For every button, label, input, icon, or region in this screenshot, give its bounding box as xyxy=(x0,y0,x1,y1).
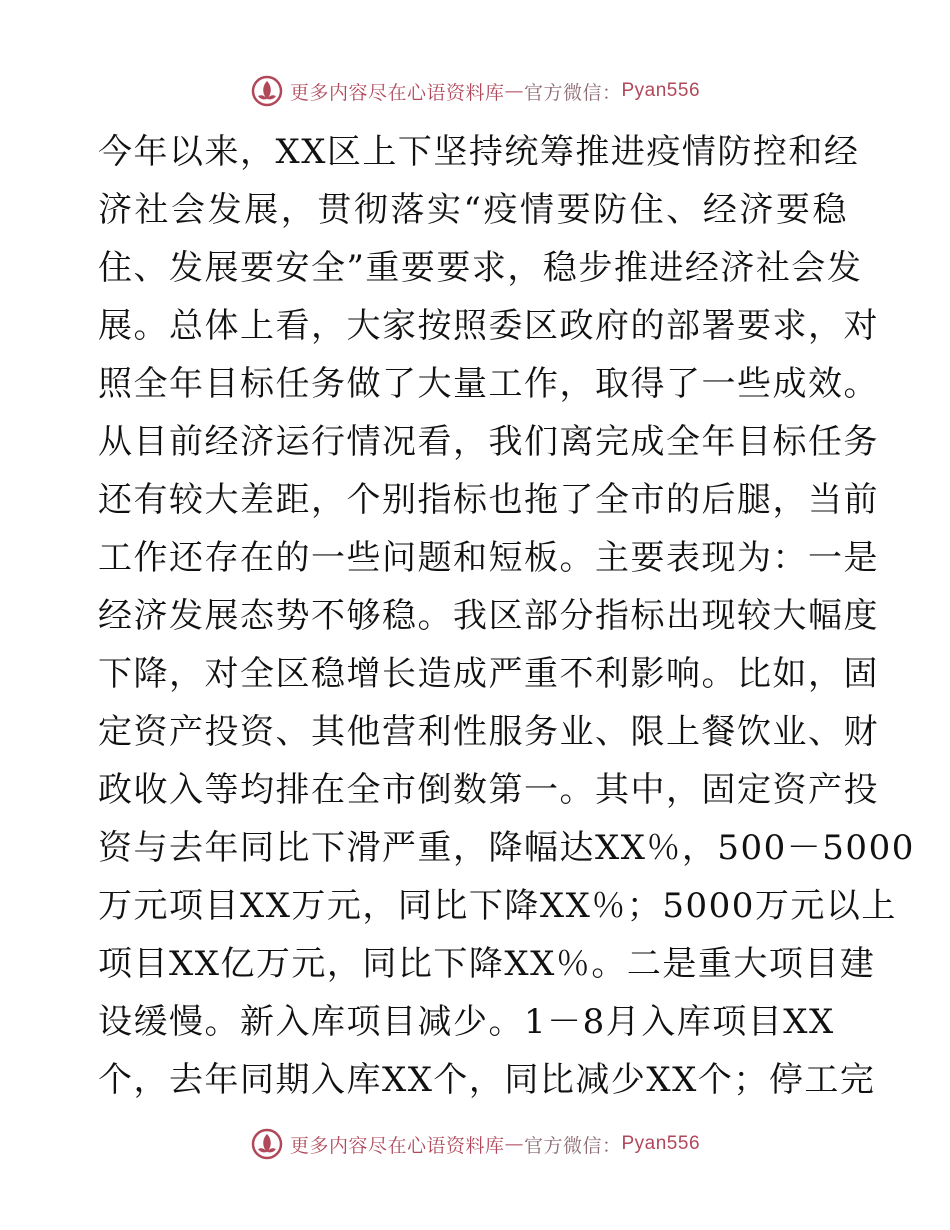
body-line: 今年以来，XX区上下坚持统筹推进疫情防控和经 xyxy=(98,132,860,172)
lotus-badge-icon xyxy=(250,74,284,108)
body-line: 住、发展要安全”重要要求，稳步推进经济社会发 xyxy=(98,248,863,288)
lotus-badge-icon xyxy=(250,1127,284,1161)
body-line: 设缓慢。新入库项目减少。1－8月入库项目XX xyxy=(98,1002,835,1042)
watermark-wechat-id: Pyan556 xyxy=(621,1133,701,1154)
body-line: 定资产投资、其他营利性服务业、限上餐饮业、财 xyxy=(98,712,879,752)
body-line: 政收入等均排在全市倒数第一。其中，固定资产投 xyxy=(98,770,879,810)
body-line: 从目前经济运行情况看，我们离完成全年目标任务 xyxy=(98,422,879,462)
watermark-main-text: 更多内容尽在心语资料库 xyxy=(289,81,505,104)
body-line: 项目XX亿万元，同比下降XX％。二是重大项目建 xyxy=(98,944,876,984)
watermark-official-label: 官方微信： xyxy=(523,1134,622,1157)
body-line: 还有较大差距，个别指标也拖了全市的后腿，当前 xyxy=(98,480,879,520)
body-line: 经济发展态势不够稳。我区部分指标出现较大幅度 xyxy=(98,596,879,636)
watermark-wechat-id: Pyan556 xyxy=(621,80,701,101)
watermark-dash: — xyxy=(504,1133,524,1155)
footer-watermark xyxy=(0,1127,950,1161)
body-line: 工作还存在的一些问题和短板。主要表现为：一是 xyxy=(98,538,879,578)
header-watermark xyxy=(0,74,950,108)
body-line: 资与去年同比下滑严重，降幅达XX％，500－5000 xyxy=(98,828,915,868)
document-body xyxy=(98,123,915,1109)
body-line: 个，去年同期入库XX个，同比减少XX个；停工完 xyxy=(98,1060,876,1100)
body-line: 下降，对全区稳增长造成严重不利影响。比如，固 xyxy=(98,654,879,694)
body-line: 万元项目XX万元，同比下降XX％；5000万元以上 xyxy=(98,886,897,926)
watermark-official-label: 官方微信： xyxy=(523,81,622,104)
body-line: 济社会发展，贯彻落实“疫情要防住、经济要稳 xyxy=(98,190,848,230)
watermark-dash: — xyxy=(504,80,524,102)
body-line: 照全年目标任务做了大量工作，取得了一些成效。 xyxy=(98,364,879,404)
body-line: 展。总体上看，大家按照委区政府的部署要求，对 xyxy=(98,306,879,346)
watermark-main-text: 更多内容尽在心语资料库 xyxy=(289,1134,505,1157)
